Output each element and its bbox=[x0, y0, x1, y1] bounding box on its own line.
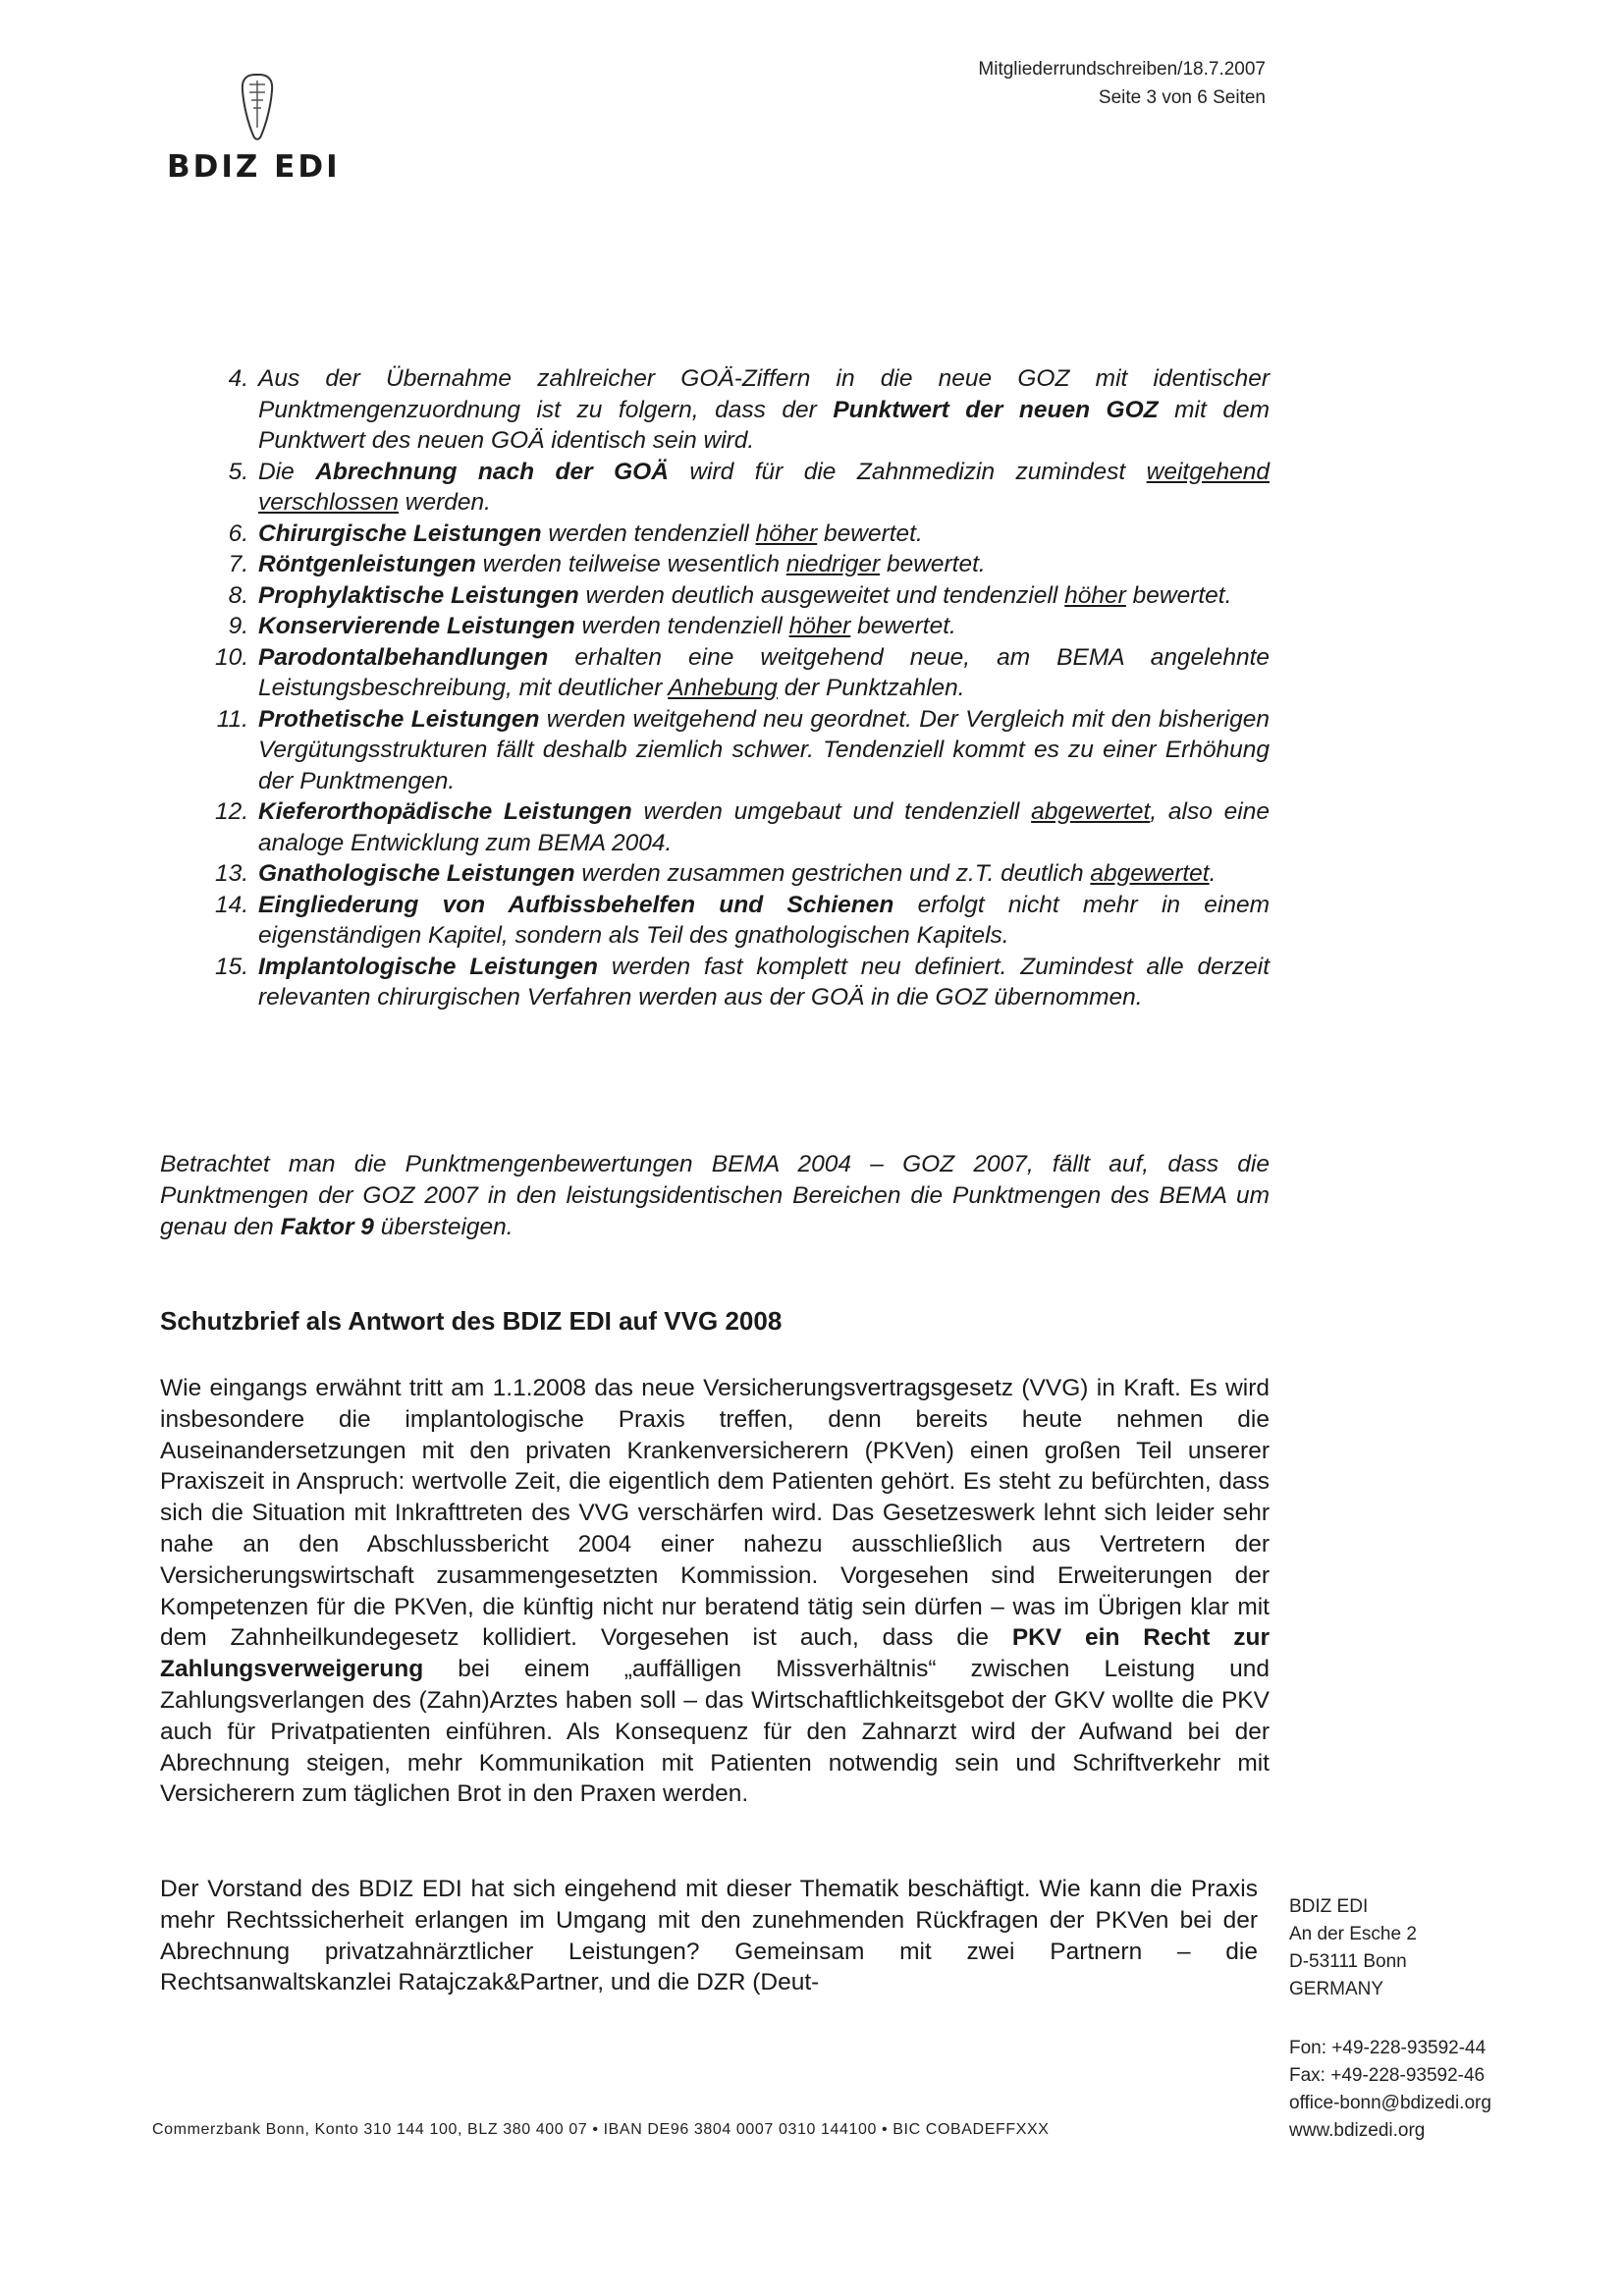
text-run: Wie eingangs erwähnt tritt am 1.1.2008 das neue Versicherungsvertragsgesetz (VVG) in Kraft. Es wird insbesondere die implantologische Praxis treffen, denn bereits heute nehmen die Auseinandersetzungen mit den privaten Krankenversicherern (PKVen) einen großen Teil unserer Praxiszeit in Anspruch: wertvolle Zeit, die eigentlich dem Patienten gehört. Es steht zu befürchten, dass sich die Situation mit Inkrafttreten des VVG verschärfen wird. Das Gesetzeswerk lehnt sich leider sehr nahe an den Abschlussbericht 2004 einer nahezu ausschließlich aus Vertretern der Versicherungswirtschaft zusammengesetzten Kommission. Vorgesehen sind Erweiterungen der Kompetenzen für die PKVen, die künftig nicht nur beratend tätig sein dürfen – was im Übrigen klar mit dem Zahnheilkundegesetz kollidiert. Vorgesehen ist auch, dass die bbox=[160, 1375, 1270, 1652]
document-reference: Mitgliederrundschreiben/18.7.2007 bbox=[978, 59, 1266, 80]
bold-text: Chirurgische Leistungen bbox=[258, 519, 542, 547]
list-item-number: 13. bbox=[214, 860, 248, 887]
text-run: bei einem „auffälligen Missverhältnis“ zwischen Leistung und Zahlungsverlangen des (Zahn)Arztes haben soll – das Wirtschaftlichkeitsgebot der GKV wollte die PKV auch für Privatpatienten einführen. Als Konsequenz für den Zahnarzt wird der Aufwand bei der Abrechnung steigen, mehr Kommunikation mit Patienten notwendig sein und Schriftverkehr mit Versicherern zum täglichen Brot in den Praxen werden. bbox=[160, 1656, 1270, 1808]
bold-text: Prophylaktische Leistungen bbox=[258, 581, 579, 609]
text-run: werden fast komplett neu definiert. Zumindest alle derzeit relevanten chirurgischen Verfahren werden aus der GOÄ in die GOZ übernommen. bbox=[258, 953, 1270, 1011]
text-run: wird für die Zahnmedizin zumindest bbox=[668, 458, 1147, 485]
bold-text: Parodontalbehandlungen bbox=[258, 643, 549, 671]
bold-text: Kieferorthopädische Leistungen bbox=[258, 798, 632, 825]
list-item-number: 12. bbox=[214, 798, 248, 825]
list-item-number: 15. bbox=[214, 953, 248, 980]
list-item-number: 7. bbox=[228, 551, 248, 577]
underlined-text: abgewertet bbox=[1031, 798, 1151, 825]
contact-line: Fax: +49-228-93592-46 bbox=[1289, 2065, 1486, 2086]
address-line: GERMANY bbox=[1289, 1979, 1384, 1999]
text-run: bewertet. bbox=[817, 519, 923, 547]
text-run: werden zusammen gestrichen und z.T. deutlich bbox=[574, 860, 1091, 887]
text-run: werden deutlich ausgeweitet und tendenziell bbox=[578, 581, 1065, 609]
list-item-number: 10. bbox=[214, 643, 248, 671]
contact-block bbox=[1289, 2035, 1491, 2145]
bold-text: Abrechnung nach der GOÄ bbox=[315, 458, 669, 485]
text-run: der Punktzahlen. bbox=[777, 675, 965, 701]
text-run: erfolgt nicht mehr in einem eigenständigen Kapitel, sondern als Teil des gnathologischen Kapitels. bbox=[258, 891, 1270, 949]
text-run: werden. bbox=[398, 489, 491, 516]
list-item-number: 14. bbox=[214, 891, 248, 918]
contact-line: www.bdizedi.org bbox=[1289, 2120, 1426, 2141]
list-item bbox=[209, 796, 1270, 858]
text-run: bewertet. bbox=[850, 613, 956, 639]
bold-text: Gnathologische Leistungen bbox=[258, 860, 575, 887]
bold-text: Konservierende Leistungen bbox=[258, 613, 575, 639]
list-item-number: 8. bbox=[228, 581, 248, 609]
underlined-text: höher bbox=[788, 613, 851, 639]
text-run: werden umgebaut und tendenziell bbox=[631, 798, 1032, 825]
bold-text: PKV ein Recht zur Zahlungsverweigerung bbox=[160, 1624, 1270, 1683]
conclusion-paragraph bbox=[160, 1149, 1270, 1243]
bold-text: Implantologische Leistungen bbox=[258, 953, 598, 980]
underlined-text: weitgehend verschlossen bbox=[258, 458, 1270, 516]
bold-text: Faktor 9 bbox=[280, 1214, 374, 1240]
underlined-text: niedriger bbox=[785, 551, 881, 577]
page-header bbox=[978, 55, 1266, 112]
underlined-text: höher bbox=[755, 519, 818, 547]
bank-footer: Commerzbank Bonn, Konto 310 144 100, BLZ 380 400 07 • IBAN DE96 3804 0007 0310 144100 • BIC COBADEFFXXX bbox=[152, 2121, 1050, 2138]
address-line: D-53111 Bonn bbox=[1289, 1951, 1407, 1972]
text-run: bewertet. bbox=[1125, 581, 1232, 609]
list-item bbox=[209, 549, 1270, 580]
list-item-number: 6. bbox=[228, 519, 248, 547]
list-item bbox=[209, 704, 1270, 797]
text-run: mit dem Punktwert des neuen GOÄ identisch sein wird. bbox=[258, 396, 1270, 454]
list-item bbox=[209, 952, 1270, 1013]
text-run: werden weitgehend neu geordnet. Der Vergleich mit den bisherigen Vergütungsstrukturen fällt deshalb ziemlich schwer. Tendenziell kommt es zu einer Erhöhung der Punktmengen. bbox=[258, 705, 1270, 794]
list-item bbox=[209, 457, 1270, 519]
address-block bbox=[1289, 1893, 1491, 2003]
underlined-text: Anhebung bbox=[668, 675, 778, 701]
list-item bbox=[209, 858, 1270, 890]
list-item-number: 4. bbox=[228, 365, 248, 392]
underlined-text: abgewertet bbox=[1090, 860, 1210, 887]
logo-text: BDIZ EDI bbox=[167, 149, 341, 185]
text-run: Betrachtet man die Punktmengenbewertungen BEMA 2004 – GOZ 2007, fällt auf, dass die Punktmengen der GOZ 2007 in den leistungsidentischen Bereichen die Punktmengen des BEMA um genau den bbox=[160, 1151, 1270, 1240]
text-run: übersteigen. bbox=[373, 1214, 514, 1240]
contact-line: Fon: +49-228-93592-44 bbox=[1289, 2038, 1487, 2058]
text-run: erhalten eine weitgehend neue, am BEMA angelehnte Leistungsbeschreibung, mit deutlicher bbox=[258, 643, 1270, 701]
address-line: BDIZ EDI bbox=[1289, 1896, 1369, 1917]
text-run: Die bbox=[258, 458, 316, 485]
bold-text: Eingliederung von Aufbissbehelfen und Schienen bbox=[258, 891, 894, 918]
text-run: werden teilweise wesentlich bbox=[475, 551, 786, 577]
section-title: Schutzbrief als Antwort des BDIZ EDI auf VVG 2008 bbox=[160, 1306, 783, 1336]
text-run: . bbox=[1209, 860, 1217, 887]
text-run: bewertet. bbox=[880, 551, 986, 577]
list-item bbox=[209, 642, 1270, 704]
list-item-number: 5. bbox=[228, 458, 248, 485]
list-item bbox=[209, 580, 1270, 612]
findings-list bbox=[209, 363, 1270, 1013]
board-paragraph: Der Vorstand des BDIZ EDI hat sich eingehend mit dieser Thematik beschäftigt. Wie kann die Praxis mehr Rechtssicherheit erlangen im Umgang mit den zunehmenden Rückfragen der PKVen bei der Abrechnung privatzahnärztlicher Leistungen? Gemeinsam mit zwei Partnern – die Rechtsanwaltskanzlei Ratajczak&Partner, und die DZR (Deut- bbox=[160, 1876, 1258, 1996]
vvg-paragraph bbox=[160, 1373, 1270, 1810]
page-number: Seite 3 von 6 Seiten bbox=[1098, 87, 1266, 108]
text-run: werden tendenziell bbox=[574, 613, 789, 639]
list-item-number: 9. bbox=[228, 613, 248, 639]
bold-text: Prothetische Leistungen bbox=[258, 705, 540, 733]
contact-line: office-bonn@bdizedi.org bbox=[1289, 2093, 1491, 2113]
bold-text: Punktwert der neuen GOZ bbox=[833, 396, 1159, 423]
list-item bbox=[209, 519, 1270, 550]
list-item bbox=[209, 890, 1270, 952]
text-run: werden tendenziell bbox=[541, 519, 756, 547]
contact-sidebar bbox=[1289, 1893, 1491, 2145]
bold-text: Röntgenleistungen bbox=[258, 551, 476, 577]
text-run: , also eine analoge Entwicklung zum BEMA 2004. bbox=[258, 798, 1270, 856]
list-item-number: 11. bbox=[216, 705, 248, 733]
list-item bbox=[209, 363, 1270, 457]
address-line: An der Esche 2 bbox=[1289, 1924, 1417, 1944]
underlined-text: höher bbox=[1064, 581, 1126, 609]
list-item bbox=[209, 611, 1270, 642]
text-run: Aus der Übernahme zahlreicher GOÄ-Ziffern in die neue GOZ mit identischer Punktmengenzuordnung ist zu folgern, dass der bbox=[258, 365, 1270, 423]
